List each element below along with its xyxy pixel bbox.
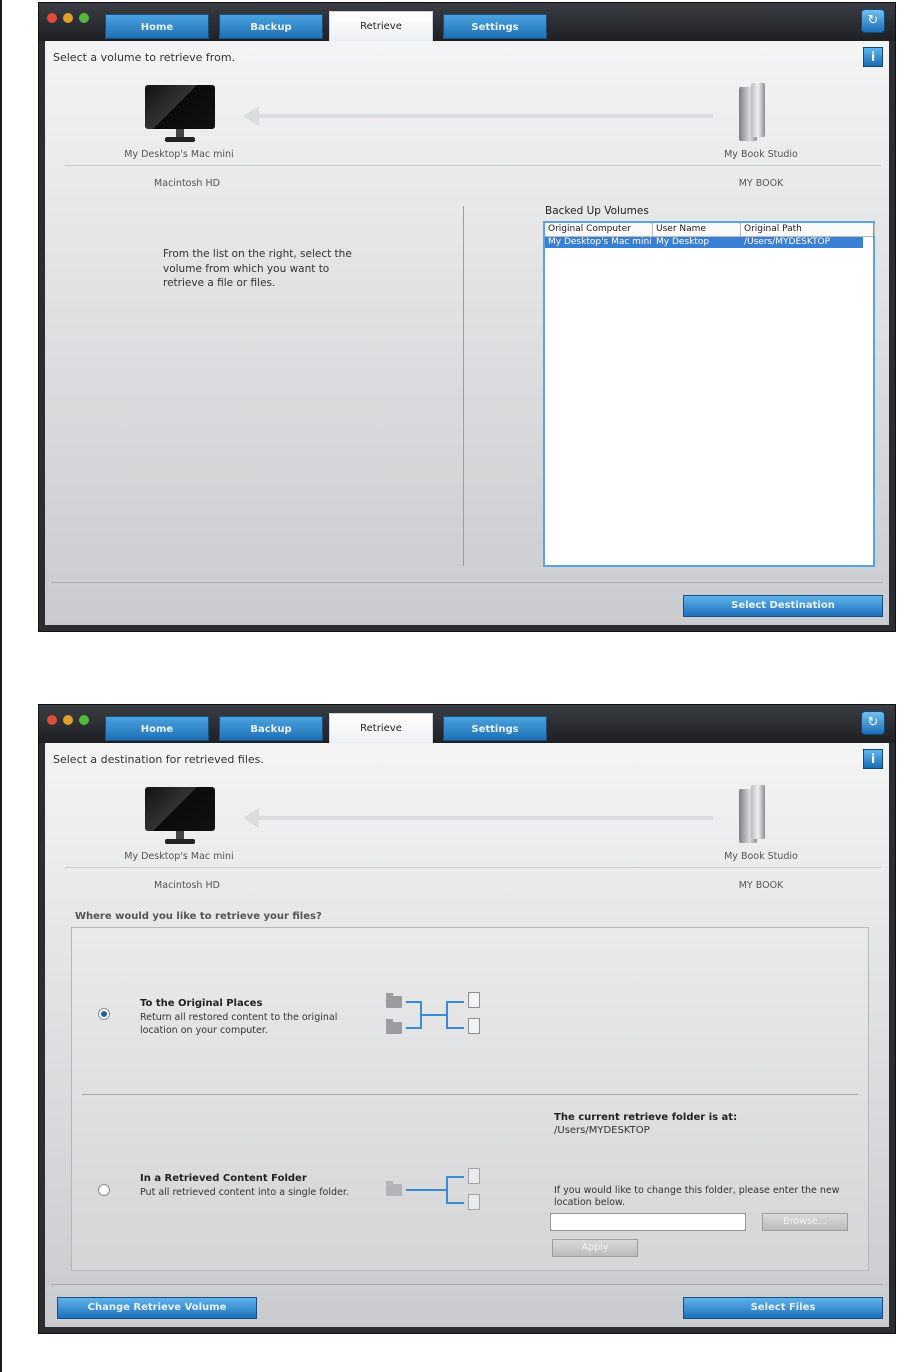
page-prompt: Select a destination for retrieved files.: [53, 753, 264, 766]
folder-icon: [386, 1184, 402, 1196]
left-arrow-icon: [243, 813, 713, 823]
select-destination-button[interactable]: Select Destination: [683, 595, 883, 617]
backed-up-volumes-table[interactable]: [543, 221, 875, 567]
computer-name: My Desktop's Mac mini: [124, 149, 234, 160]
page-prompt: Select a volume to retrieve from.: [53, 51, 236, 64]
tab-retrieve[interactable]: Retrieve: [329, 11, 433, 41]
document-icon: [468, 1194, 480, 1210]
computer-monitor-icon: [145, 787, 215, 845]
close-window-button[interactable]: [47, 13, 57, 23]
change-retrieve-volume-button[interactable]: Change Retrieve Volume: [57, 1297, 257, 1319]
drive-name: My Book Studio: [724, 851, 798, 862]
connector-line: [446, 1176, 448, 1204]
zoom-window-button[interactable]: [79, 715, 89, 725]
change-folder-text: If you would like to change this folder, please enter the new location below.: [554, 1185, 840, 1208]
computer-name: My Desktop's Mac mini: [124, 851, 234, 862]
tab-backup[interactable]: Backup: [219, 14, 323, 39]
apply-button[interactable]: Apply: [552, 1239, 638, 1257]
title-bar: [39, 3, 895, 41]
main-panel: [45, 743, 889, 1327]
connector-line: [448, 1202, 464, 1204]
column-original-computer[interactable]: Original Computer: [545, 223, 653, 236]
tab-settings[interactable]: Settings: [443, 716, 547, 741]
folder-icon: [386, 1022, 402, 1034]
cell-user: My Desktop: [656, 237, 710, 247]
vertical-divider: [463, 206, 464, 566]
column-user-name[interactable]: User Name: [653, 223, 741, 236]
source-volume-name: Macintosh HD: [154, 880, 220, 891]
minimize-window-button[interactable]: [63, 13, 73, 23]
external-drive-icon: [735, 83, 769, 141]
select-files-button[interactable]: Select Files: [683, 1297, 883, 1319]
tab-home[interactable]: Home: [105, 716, 209, 741]
app-logo-icon[interactable]: ↻: [861, 9, 885, 33]
connector-line: [422, 1014, 446, 1016]
tab-home[interactable]: Home: [105, 14, 209, 39]
connector-line: [406, 1027, 420, 1029]
instruction-text: From the list on the right, select the volume from which you want to retrieve a file or files.: [163, 248, 352, 289]
options-divider: [82, 1094, 858, 1095]
footer-divider: [51, 1284, 883, 1285]
zoom-window-button[interactable]: [79, 13, 89, 23]
cell-computer: My Desktop's Mac mini: [548, 237, 652, 247]
connector-line: [446, 1001, 448, 1029]
retrieve-destination-window: [38, 704, 896, 1334]
left-arrow-icon: [243, 111, 713, 121]
table-header: [545, 223, 873, 237]
connector-line: [448, 1027, 464, 1029]
tab-retrieve[interactable]: Retrieve: [329, 713, 433, 743]
table-row[interactable]: [545, 237, 863, 248]
target-volume-name: MY BOOK: [738, 178, 784, 189]
connector-line: [448, 1001, 464, 1003]
connector-line: [406, 1001, 420, 1003]
connector-line: [448, 1176, 464, 1178]
close-window-button[interactable]: [47, 715, 57, 725]
title-bar: [39, 705, 895, 743]
document-icon: [468, 992, 480, 1008]
folder-path-input[interactable]: [550, 1213, 746, 1231]
drive-name: My Book Studio: [724, 149, 798, 160]
destination-question: Where would you like to retrieve your files?: [75, 911, 322, 922]
info-icon[interactable]: i: [863, 47, 883, 67]
current-folder-path: /Users/MYDESKTOP: [554, 1125, 650, 1136]
source-volume-name: Macintosh HD: [154, 178, 220, 189]
retrieved-folder-radio[interactable]: [98, 1184, 110, 1196]
column-original-path[interactable]: Original Path: [741, 223, 875, 236]
option-folder-desc: Put all retrieved content into a single folder.: [140, 1187, 349, 1198]
info-icon[interactable]: i: [863, 749, 883, 769]
option-folder-title[interactable]: In a Retrieved Content Folder: [140, 1173, 307, 1184]
retrieve-volume-window: [38, 2, 896, 632]
target-volume-name: MY BOOK: [738, 880, 784, 891]
divider: [65, 867, 881, 868]
footer-divider: [51, 582, 883, 583]
backed-up-volumes-label: Backed Up Volumes: [545, 205, 649, 217]
original-places-radio[interactable]: [98, 1008, 110, 1020]
document-icon: [468, 1168, 480, 1184]
computer-monitor-icon: [145, 85, 215, 143]
document-icon: [468, 1018, 480, 1034]
tab-settings[interactable]: Settings: [443, 14, 547, 39]
minimize-window-button[interactable]: [63, 715, 73, 725]
external-drive-icon: [735, 785, 769, 843]
connector-line: [406, 1189, 446, 1191]
main-panel: [45, 41, 889, 625]
option-original-title[interactable]: To the Original Places: [140, 998, 263, 1009]
option-original-desc: Return all restored content to the original location on your computer.: [140, 1012, 338, 1036]
current-folder-label: The current retrieve folder is at:: [554, 1112, 738, 1123]
cell-path: /Users/MYDESKTOP: [744, 237, 831, 247]
page-left-rule: [0, 0, 2, 1372]
app-logo-icon[interactable]: ↻: [861, 711, 885, 735]
tab-backup[interactable]: Backup: [219, 716, 323, 741]
destination-options-panel: [71, 927, 869, 1271]
divider: [65, 165, 881, 166]
folder-icon: [386, 996, 402, 1008]
browse-button[interactable]: Browse...: [762, 1213, 848, 1231]
